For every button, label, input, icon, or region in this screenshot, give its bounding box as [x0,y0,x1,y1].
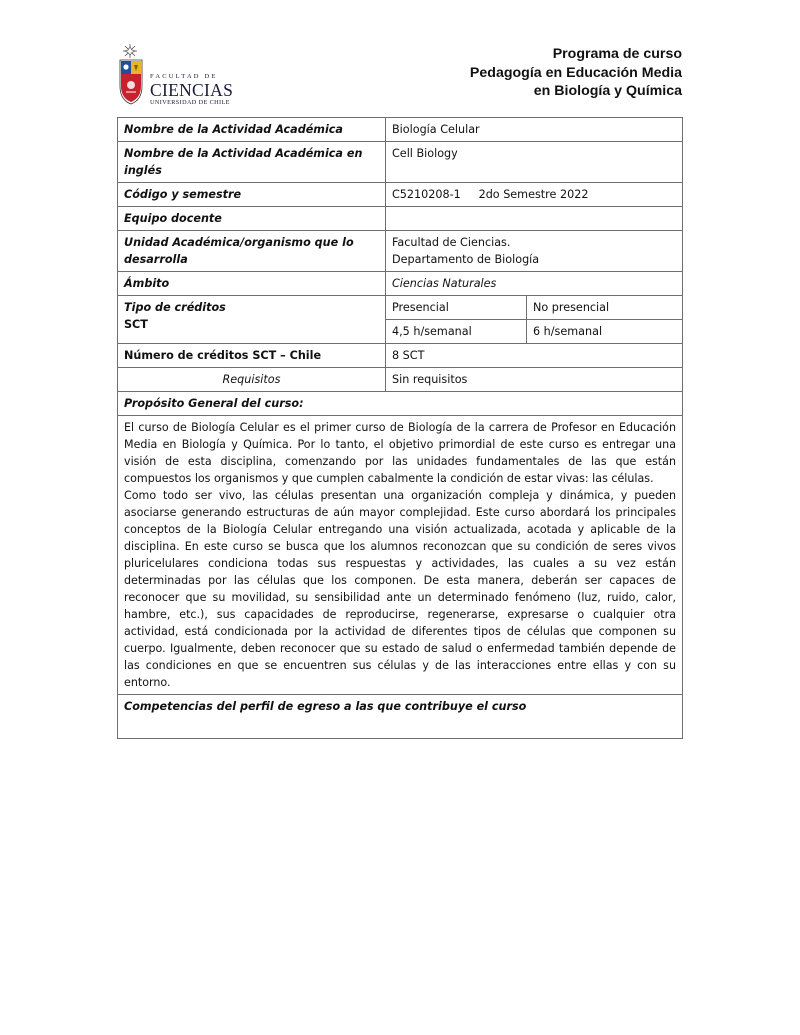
table-row-ambito [118,272,683,296]
header-line-3: en Biología y Química [533,83,682,99]
value-ambito: Ciencias Naturales [386,272,683,296]
logo-text [150,74,233,106]
value-unidad-line-1: Facultad de Ciencias. [392,236,511,249]
label-tipo-creditos-line-2: SCT [124,318,148,331]
label-numero-creditos: Número de créditos SCT – Chile [118,344,386,368]
logo-university-line: UNIVERSIDAD DE CHILE [150,99,230,106]
table-row-requisitos [118,368,683,392]
label-competencias [118,695,683,739]
table-row-codigo [118,183,683,207]
label-nombre-ingles: Nombre de la Actividad Académica en inglés [118,142,386,183]
label-tipo-creditos [118,296,386,344]
course-program-table [117,117,683,739]
table-row-proposito-label [118,392,683,416]
value-nombre: Biología Celular [386,118,683,142]
competencias-title: Competencias del perfil de egreso a las que contribuye el curso [124,700,527,713]
no-presencial-header: No presencial [527,296,683,320]
label-proposito: Propósito General del curso: [118,392,683,416]
proposito-paragraph-1: El curso de Biología Celular es el primer curso de Biología de la carrera de Profesor en Educación Media en Biología y Química. Por lo tanto, el objetivo primordial de este curso es entregar una visión de esta disciplina, comenzando por las unidades fundamentales de las que están compuestos los organismos y que cumplen cabalmente la condición de estar vivas: las células. [124,421,676,485]
presencial-header: Presencial [386,296,527,320]
header-line-1: Programa de curso [552,46,682,62]
value-numero-creditos: 8 SCT [386,344,683,368]
presencial-hours: 4,5 h/semanal [386,320,527,344]
course-code: C5210208-1 [392,188,461,201]
logo-faculty-line: FACULTAD DE [150,73,218,80]
logo-ciencias-line: CIENCIAS [150,79,234,100]
label-equipo: Equipo docente [118,207,386,231]
table-row-nombre-ingles [118,142,683,183]
table-row-numero-creditos [118,344,683,368]
label-requisitos: Requisitos [118,368,386,392]
table-row-nombre [118,118,683,142]
document-header [470,45,682,101]
table-row-tipo-creditos [118,296,683,320]
label-codigo: Código y semestre [118,183,386,207]
table-row-unidad [118,231,683,272]
table-row-equipo [118,207,683,231]
value-unidad [386,231,683,272]
proposito-body [118,416,683,695]
value-equipo [386,207,683,231]
label-ambito: Ámbito [118,272,386,296]
competencias-empty-space [124,715,676,735]
label-tipo-creditos-line-1: Tipo de créditos [124,301,226,314]
no-presencial-hours: 6 h/semanal [527,320,683,344]
table-row-competencias [118,695,683,739]
value-nombre-ingles: Cell Biology [386,142,683,183]
course-semester: 2do Semestre 2022 [478,188,589,201]
label-nombre: Nombre de la Actividad Académica [118,118,386,142]
label-unidad: Unidad Académica/organismo que lo desarrolla [118,231,386,272]
value-unidad-line-2: Departamento de Biología [392,253,540,266]
value-requisitos: Sin requisitos [386,368,683,392]
table-row-proposito-body [118,416,683,695]
value-codigo [386,183,683,207]
header-line-2: Pedagogía en Educación Media [469,64,682,81]
proposito-paragraph-2: Como todo ser vivo, las células presentan una organización compleja y dinámica, y pueden asociarse generando estructuras de aún mayor complejidad. Este curso abordará los principales conceptos de la Biología Celular entregando una visión actualizada, acotada y aplicable de la disciplina. En este curso se busca que los alumnos reconozcan que su condición de seres vivos pluricelulares condiciona todas sus respuestas y actividades, las cuales a su vez están determinadas por las células que los componen. De esta manera, deberán ser capaces de reconocer que su movilidad, su sensibilidad ante un determinado fenómeno (luz, ruido, calor, hambre, etc.), sus capacidades de reproducirse, regenerarse, expresarse o cualquier otra actividad, está condicionada por la actividad de diferentes tipos de células que componen su cuerpo. Igualmente, deben reconocer que su estado de salud o enfermedad también depende de las condiciones en que se encuentren sus células y de las interacciones entre ellas y con su entorno. [124,489,676,689]
